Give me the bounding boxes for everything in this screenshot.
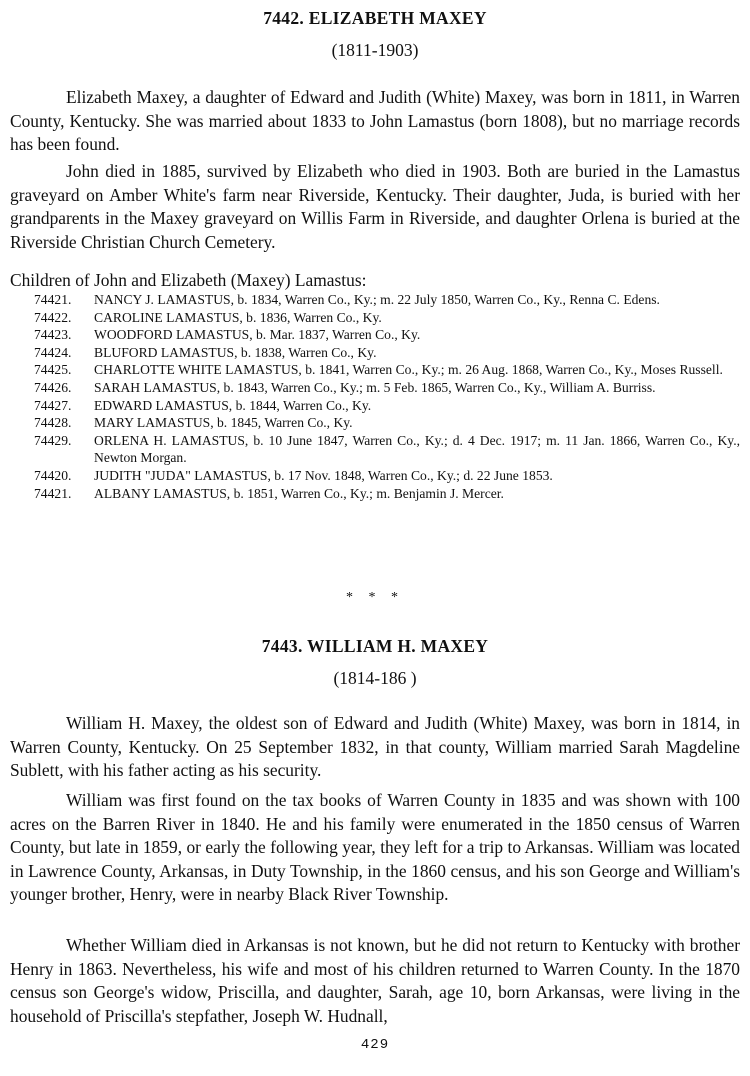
children-list-intro: Children of John and Elizabeth (Maxey) Lamastus: bbox=[10, 270, 367, 290]
child-entry: SARAH LAMASTUS, b. 1843, Warren Co., Ky.; m. 5 Feb. 1865, Warren Co., Ky., William A. Burriss. bbox=[94, 379, 656, 395]
list-item bbox=[34, 485, 740, 503]
list-item bbox=[34, 361, 740, 379]
child-number: 74425. bbox=[34, 362, 72, 378]
list-item bbox=[34, 344, 740, 362]
child-number: 74423. bbox=[34, 327, 72, 343]
list-item bbox=[34, 397, 740, 415]
child-number: 74421. bbox=[34, 485, 72, 501]
section-dates-7442: (1811-1903) bbox=[331, 40, 419, 60]
child-number: 74422. bbox=[34, 309, 72, 325]
list-item bbox=[34, 379, 740, 397]
list-item bbox=[34, 309, 740, 327]
section-heading-7443: 7443. WILLIAM H. MAXEY bbox=[261, 636, 489, 656]
child-entry: CAROLINE LAMASTUS, b. 1836, Warren Co., Ky. bbox=[94, 309, 382, 325]
paragraph-2: John died in 1885, survived by Elizabeth who died in 1903. Both are buried in the Lamastus graveyard on Amber White's farm near Riverside, Kentucky. Their daughter, Juda, is buried with her grandparents in the Maxey graveyard on Willis Farm in Riverside, and daughter Orlena is buried at the Riverside Christian Church Cemetery. bbox=[10, 161, 740, 252]
paragraph-3: William H. Maxey, the oldest son of Edward and Judith (White) Maxey, was born in 1814, in Warren County, Kentucky. On 25 September 1832, in that county, William married Sarah Magdeline Sublett, with his father acting as his security. bbox=[10, 713, 740, 780]
page-number: 429 bbox=[360, 1037, 390, 1053]
child-entry: ORLENA H. LAMASTUS, b. 10 June 1847, Warren Co., Ky.; d. 4 Dec. 1917; m. 11 Jan. 1866, Warren Co., Ky., Newton Morgan. bbox=[94, 432, 740, 466]
paragraph-1: Elizabeth Maxey, a daughter of Edward and Judith (White) Maxey, was born in 1811, in Warren County, Kentucky. She was married about 1833 to John Lamastus (born 1808), but no marriage records has been found. bbox=[10, 87, 740, 154]
list-item bbox=[34, 432, 740, 467]
section-separator: * * * bbox=[346, 590, 404, 605]
child-entry: BLUFORD LAMASTUS, b. 1838, Warren Co., Ky. bbox=[94, 344, 377, 360]
list-item bbox=[34, 291, 740, 309]
children-list bbox=[34, 291, 740, 502]
child-entry: WOODFORD LAMASTUS, b. Mar. 1837, Warren Co., Ky. bbox=[94, 327, 421, 343]
child-entry: NANCY J. LAMASTUS, b. 1834, Warren Co., Ky.; m. 22 July 1850, Warren Co., Ky., Renna C. Edens. bbox=[94, 292, 660, 307]
child-number: 74428. bbox=[34, 415, 72, 431]
child-number: 74421. bbox=[34, 292, 72, 307]
child-number: 74424. bbox=[34, 344, 72, 360]
list-item bbox=[34, 326, 740, 344]
list-item bbox=[34, 414, 740, 432]
paragraph-5: Whether William died in Arkansas is not known, but he did not return to Kentucky with brother Henry in 1863. Nevertheless, his wife and most of his children returned to Warren County. In the 1870 census son George's widow, Priscilla, and daughter, Sarah, age 10, born Arkansas, were living in the household of Priscilla's stepfather, Joseph W. Hudnall, bbox=[10, 935, 740, 1026]
section-heading-7442: 7442. ELIZABETH MAXEY bbox=[263, 8, 487, 28]
child-number: 74420. bbox=[34, 467, 72, 483]
paragraph-4: William was first found on the tax books of Warren County in 1835 and was shown with 100 acres on the Barren River in 1840. He and his family were enumerated in the 1850 census of Warren County, but late in 1859, or early the following year, they left for a trip to Arkansas. William was located in Lawrence County, Arkansas, in Duty Township, in the 1860 census, and his son George and William's younger brother, Henry, were in nearby Black River Township. bbox=[10, 790, 740, 904]
child-entry: ALBANY LAMASTUS, b. 1851, Warren Co., Ky.; m. Benjamin J. Mercer. bbox=[94, 485, 504, 501]
child-entry: CHARLOTTE WHITE LAMASTUS, b. 1841, Warren Co., Ky.; m. 26 Aug. 1868, Warren Co., Ky., Moses Russell. bbox=[94, 362, 723, 378]
child-entry: MARY LAMASTUS, b. 1845, Warren Co., Ky. bbox=[94, 415, 353, 431]
child-entry: JUDITH "JUDA" LAMASTUS, b. 17 Nov. 1848, Warren Co., Ky.; d. 22 June 1853. bbox=[94, 467, 553, 483]
child-number: 74429. bbox=[34, 432, 72, 448]
list-item bbox=[34, 467, 740, 485]
section-dates-7443: (1814-186 ) bbox=[333, 668, 417, 688]
child-number: 74426. bbox=[34, 379, 72, 395]
child-number: 74427. bbox=[34, 397, 72, 413]
child-entry: EDWARD LAMASTUS, b. 1844, Warren Co., Ky. bbox=[94, 397, 372, 413]
